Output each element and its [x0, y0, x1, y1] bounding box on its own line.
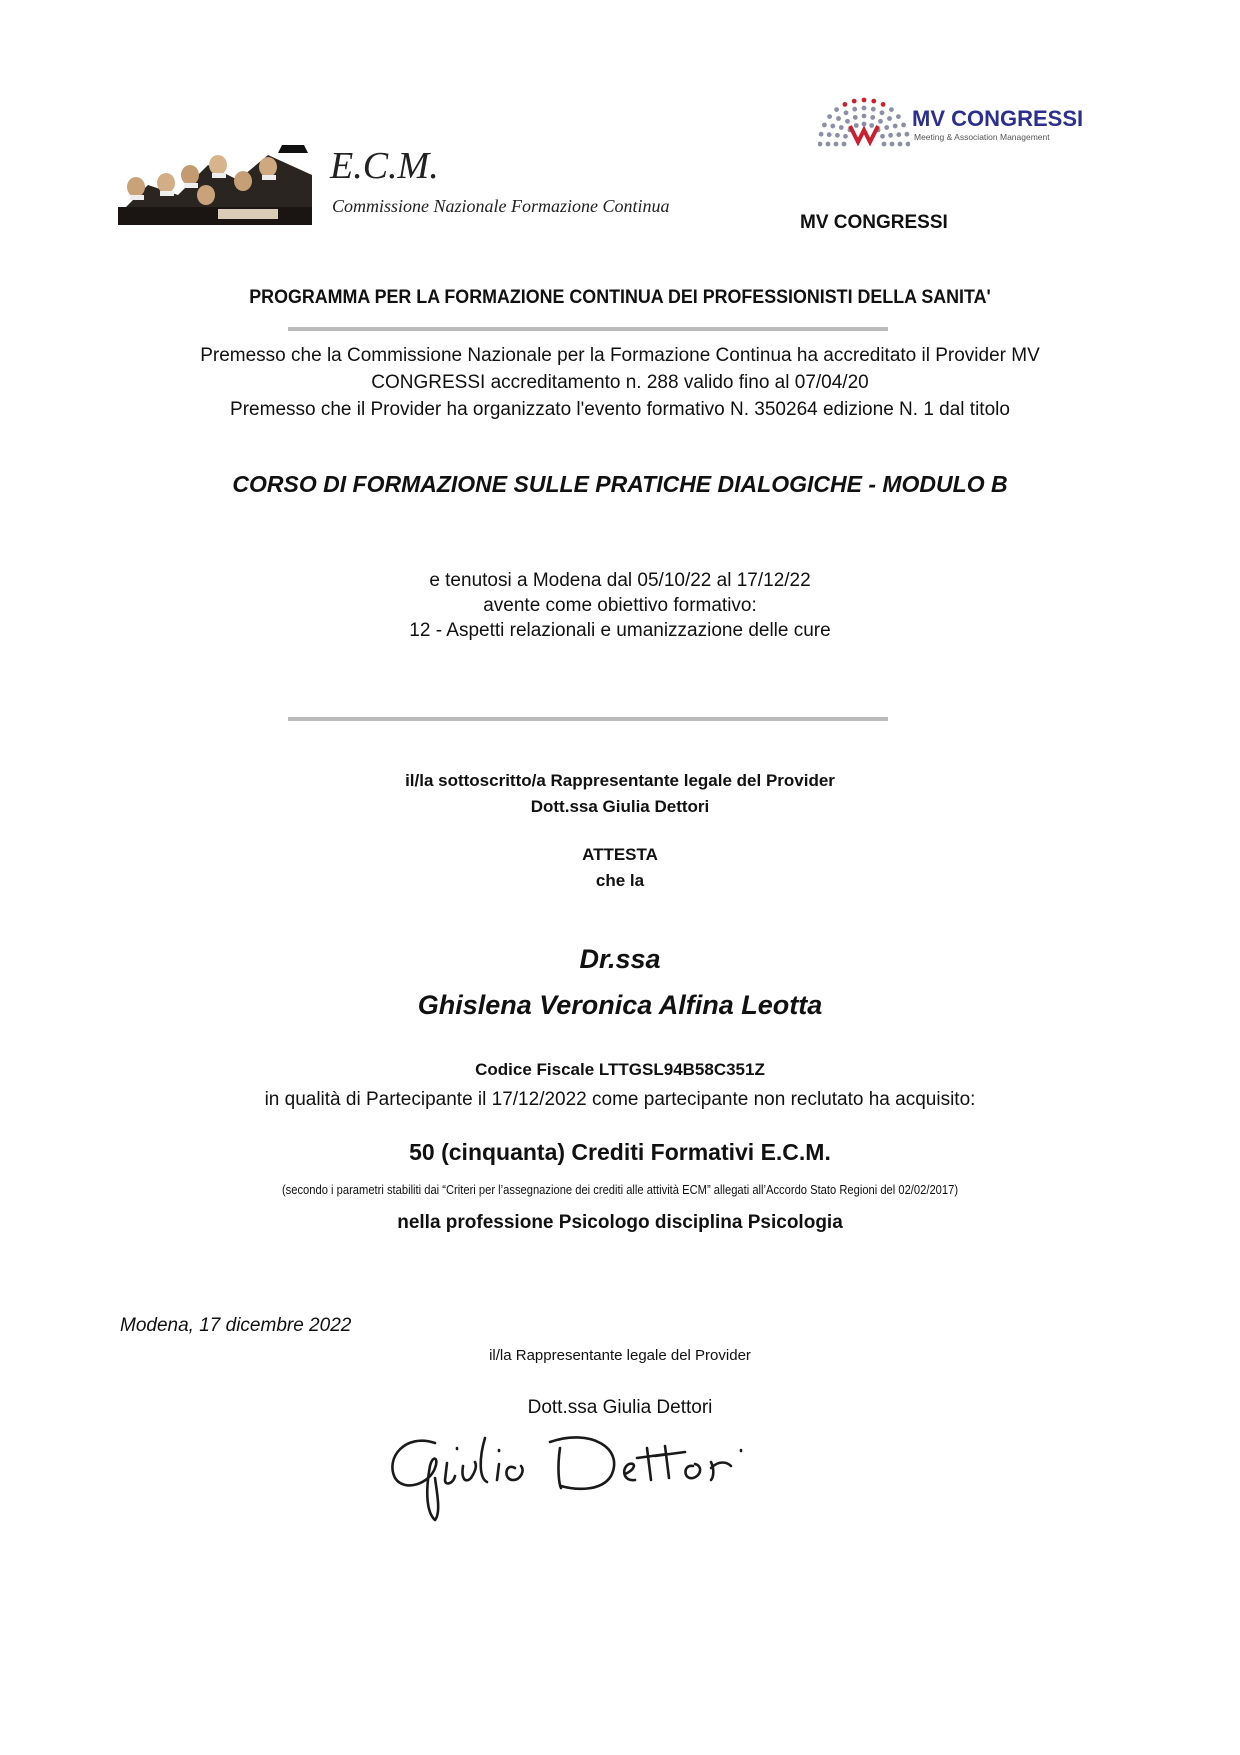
arc-dot [901, 123, 906, 128]
arc-dot [890, 142, 895, 147]
mv-logo-name: MV CONGRESSI [912, 106, 1084, 131]
arc-dot [854, 123, 859, 128]
arc-dot [862, 98, 867, 103]
ecm-painting-image [118, 145, 312, 225]
signatory-block [0, 768, 1240, 820]
premise-line-3: Premesso che il Provider ha organizzato l'evento formativo N. 350264 edizione N. 1 dal titolo [230, 399, 1010, 420]
arc-dot [822, 123, 827, 128]
credits-profession: nella professione Psicologo disciplina Psicologia [397, 1212, 843, 1233]
place-date: Modena, 17 dicembre 2022 [120, 1315, 352, 1336]
arc-dot [862, 106, 867, 111]
arc-dot [827, 114, 832, 119]
event-block [0, 568, 1240, 643]
arc-dot [853, 115, 858, 120]
signatory-line-1: il/la sottoscritto/a Rappresentante legale del Provider [405, 771, 835, 790]
arc-dot [835, 133, 840, 138]
arc-dot [869, 123, 874, 128]
arc-dot [834, 107, 839, 112]
premise-block [0, 342, 1240, 423]
event-line-1: e tenutosi a Modena dal 05/10/22 al 17/12/22 [429, 570, 811, 591]
mv-logo-tagline: Meeting & Association Management [914, 132, 1050, 142]
arc-dot [839, 125, 844, 130]
representative-label: il/la Rappresentante legale del Provider [489, 1347, 751, 1364]
arc-dot [881, 102, 886, 107]
arc-dot [845, 119, 850, 124]
arc-dot [880, 110, 885, 115]
attesta-block [0, 842, 1240, 894]
arc-dot [862, 114, 867, 119]
arc-dot [871, 99, 876, 104]
event-line-3: 12 - Aspetti relazionali e umanizzazione delle cure [409, 620, 831, 641]
arc-dot [826, 142, 831, 147]
arc-dot [888, 133, 893, 138]
premise-line-2: CONGRESSI accreditamento n. 288 valido fino al 07/04/20 [371, 372, 869, 393]
attesta-follow: che la [595, 871, 645, 890]
arc-dot [827, 132, 832, 137]
codice-fiscale: Codice Fiscale LTTGSL94B58C351Z [475, 1060, 765, 1079]
provider-heading: MV CONGRESSI [800, 212, 948, 233]
arc-dot [896, 132, 901, 137]
arc-dot [882, 142, 887, 147]
participant-role-line: in qualità di Partecipante il 17/12/2022 come partecipante non reclutato ha acquisito: [264, 1089, 976, 1110]
arc-dot [819, 132, 824, 137]
arc-dot [893, 124, 898, 129]
arc-dot [889, 107, 894, 112]
arc-dot [906, 142, 910, 147]
participant-title: Dr.ssa [579, 944, 661, 974]
ecm-logo [118, 140, 698, 230]
arc-dot [836, 116, 841, 121]
arc-dot [843, 134, 848, 139]
program-title: PROGRAMMA PER LA FORMAZIONE CONTINUA DEI PROFESSIONISTI DELLA SANITA' [249, 287, 991, 308]
arc-dot [830, 124, 835, 129]
arc-dot [818, 142, 822, 147]
ecm-title: E.C.M. [330, 145, 439, 187]
handwritten-signature [375, 1418, 795, 1523]
arc-dot [852, 99, 857, 104]
representative-name: Dott.ssa Giulia Dettori [527, 1397, 713, 1418]
event-line-2: avente come obiettivo formativo: [483, 595, 757, 616]
course-title: CORSO DI FORMAZIONE SULLE PRATICHE DIALOGICHE - MODULO B [232, 471, 1008, 497]
arc-dot [844, 110, 849, 115]
arc-dot [905, 132, 910, 137]
arc-dot [870, 115, 875, 120]
arc-dot [842, 142, 847, 147]
arc-dot [843, 102, 848, 107]
mv-arc-icon [818, 92, 910, 148]
divider-bottom [288, 717, 888, 721]
arc-dot [834, 142, 839, 147]
ecm-subtitle: Commissione Nazionale Formazione Continua [332, 196, 670, 216]
arc-dot [898, 142, 903, 147]
arc-dot [852, 107, 857, 112]
divider-top [288, 327, 888, 331]
arc-dot [871, 107, 876, 112]
arc-dot [880, 134, 885, 139]
attesta-word: ATTESTA [582, 845, 658, 864]
premise-line-1: Premesso che la Commissione Nazionale per la Formazione Continua ha accreditato il Provider MV [200, 345, 1040, 366]
arc-dot [887, 116, 892, 121]
arc-dot [878, 119, 883, 124]
credits-note: (secondo i parametri stabiliti dai “Criteri per l’assegnazione dei crediti alle attività ECM” allegati all’Accordo Stato Regioni del 02/02/2017) [281, 1182, 959, 1197]
participant-name: Ghislena Veronica Alfina Leotta [417, 990, 823, 1020]
mv-congressi-logo [818, 92, 1098, 148]
arc-dot [896, 114, 901, 119]
credits-main: 50 (cinquanta) Crediti Formativi E.C.M. [409, 1139, 831, 1165]
arc-dot [884, 125, 889, 130]
signatory-line-2: Dott.ssa Giulia Dettori [530, 797, 710, 816]
